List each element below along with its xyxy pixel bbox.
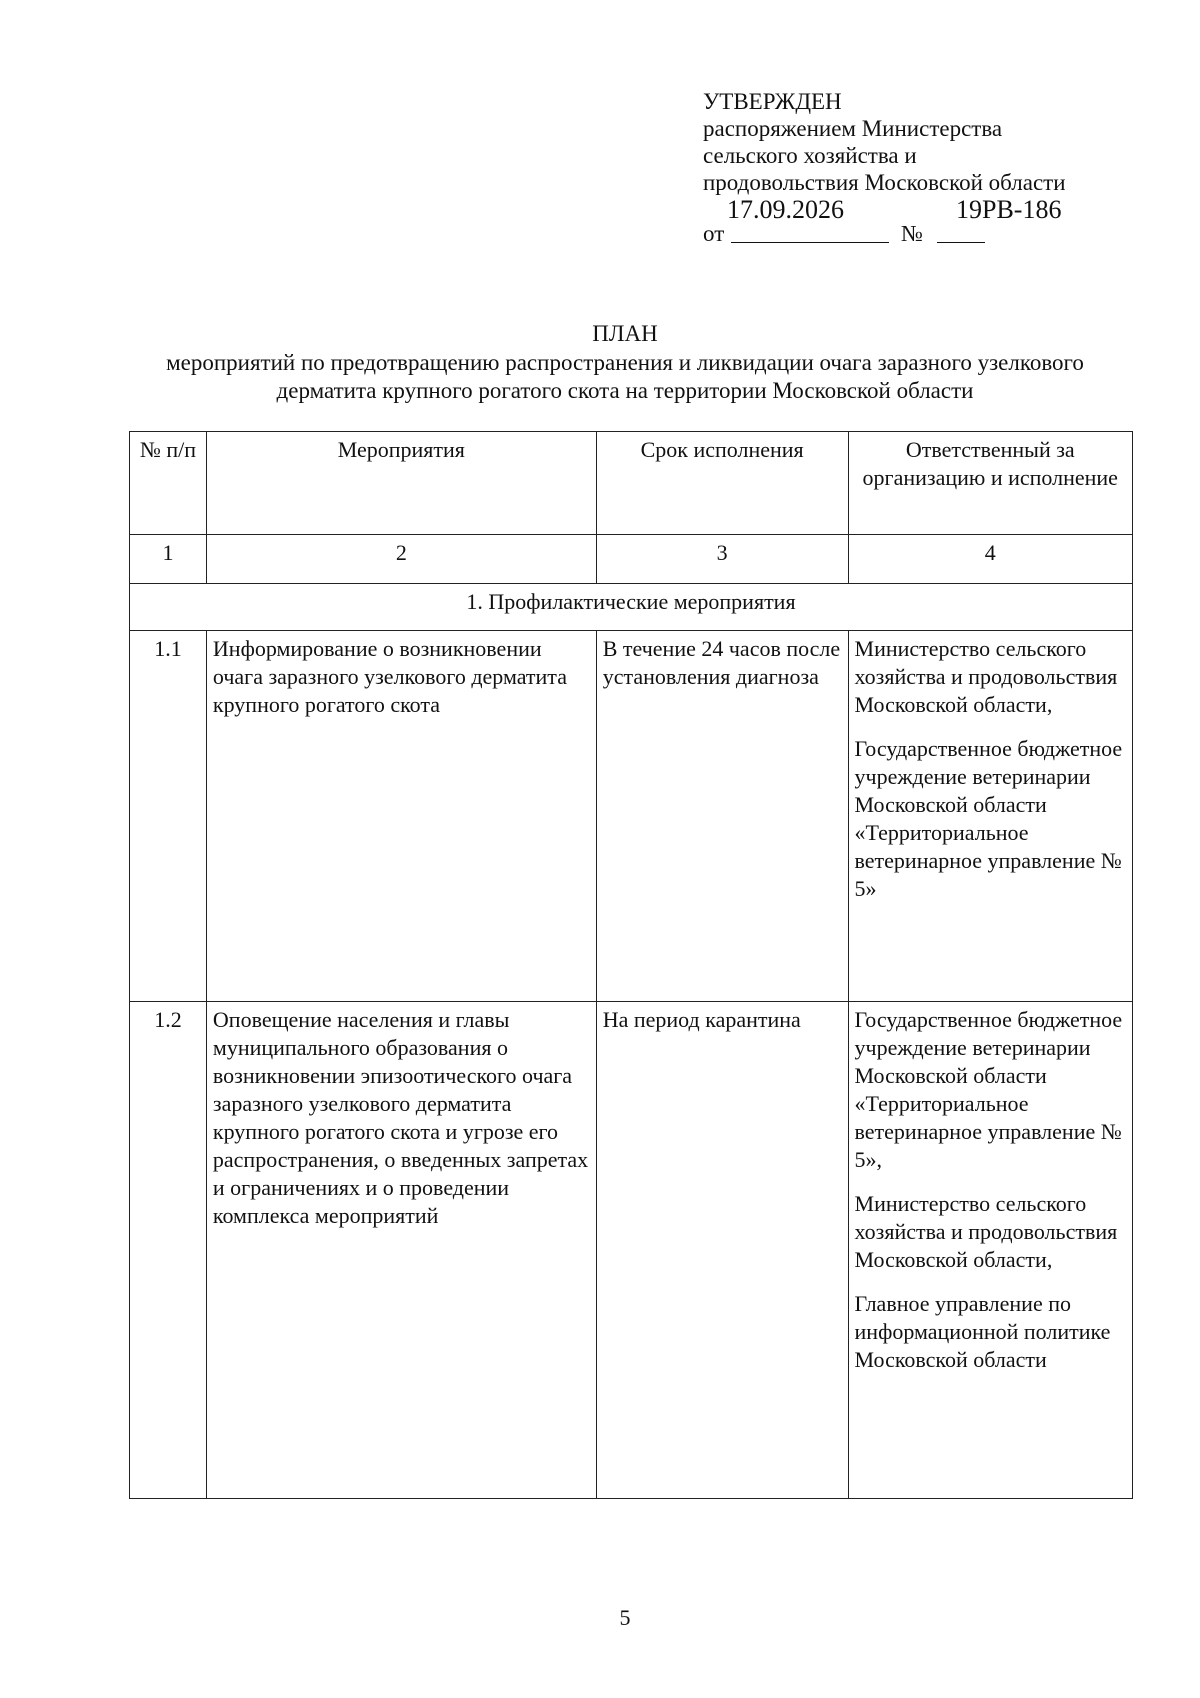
responsible-entry: Государственное бюджетное учреждение ветеринарии Московской области «Территориальное ветеринарное управление № 5» bbox=[854, 736, 1123, 901]
header-actions: Мероприятия bbox=[206, 432, 596, 535]
table-row bbox=[130, 1002, 1133, 1499]
header-deadline: Срок исполнения bbox=[596, 432, 848, 535]
column-number-2: 2 bbox=[206, 535, 596, 584]
page-number: 5 bbox=[619, 1605, 631, 1630]
approval-date-number-row bbox=[703, 196, 1066, 246]
approval-line-3: сельского хозяйства и bbox=[703, 143, 917, 168]
responsible-entry: Главное управление по информационной политике Московской области bbox=[854, 1291, 1111, 1372]
section-title: 1. Профилактические мероприятия bbox=[130, 584, 1133, 631]
approval-line-2: распоряжением Министерства bbox=[703, 116, 1003, 141]
row-deadline: В течение 24 часов после установления диагноза bbox=[596, 631, 848, 1002]
row-number: 1.1 bbox=[130, 631, 207, 1002]
plan-table bbox=[129, 431, 1133, 1499]
row-action: Оповещение населения и главы муниципального образования о возникновении эпизоотического очага заразного узелкового дерматита крупного рогатого скота и угрозе его распространения, о введенных запретах и ограничениях и о проведении комплекса мероприятий bbox=[206, 1002, 596, 1499]
column-numbers-row bbox=[130, 535, 1133, 584]
responsible-entry: Государственное бюджетное учреждение ветеринарии Московской области «Территориальное ветеринарное управление № 5», bbox=[854, 1007, 1123, 1172]
row-responsible bbox=[848, 1002, 1132, 1499]
responsible-entry: Министерство сельского хозяйства и продовольствия Московской области, bbox=[854, 1191, 1118, 1272]
document-subtitle: мероприятий по предотвращению распространения и ликвидации очага заразного узелкового дерматита крупного рогатого скота на территории Московской области bbox=[166, 350, 1084, 403]
date-underline bbox=[731, 242, 889, 243]
column-number-1: 1 bbox=[130, 535, 207, 584]
approval-block bbox=[703, 88, 1066, 246]
section-row bbox=[130, 584, 1133, 631]
approval-date: 17.09.2026 bbox=[727, 195, 844, 224]
table-row bbox=[130, 631, 1133, 1002]
header-responsible: Ответственный за организацию и исполнение bbox=[848, 432, 1132, 535]
responsible-entry: Министерство сельского хозяйства и продовольствия Московской области, bbox=[854, 636, 1118, 717]
row-action: Информирование о возникновении очага заразного узелкового дерматита крупного рогатого скота bbox=[206, 631, 596, 1002]
document-title: ПЛАН bbox=[592, 321, 658, 346]
header-number: № п/п bbox=[130, 432, 207, 535]
column-number-4: 4 bbox=[848, 535, 1132, 584]
approval-number: 19РВ-186 bbox=[956, 195, 1062, 224]
number-underline bbox=[937, 242, 985, 243]
number-label: № bbox=[901, 221, 923, 246]
row-number: 1.2 bbox=[130, 1002, 207, 1499]
approval-heading: УТВЕРЖДЕН bbox=[703, 89, 842, 114]
date-label: от bbox=[703, 221, 725, 246]
table-header-row bbox=[130, 432, 1133, 535]
approval-line-4: продовольствия Московской области bbox=[703, 170, 1066, 195]
row-responsible bbox=[848, 631, 1132, 1002]
row-deadline: На период карантина bbox=[596, 1002, 848, 1499]
column-number-3: 3 bbox=[596, 535, 848, 584]
